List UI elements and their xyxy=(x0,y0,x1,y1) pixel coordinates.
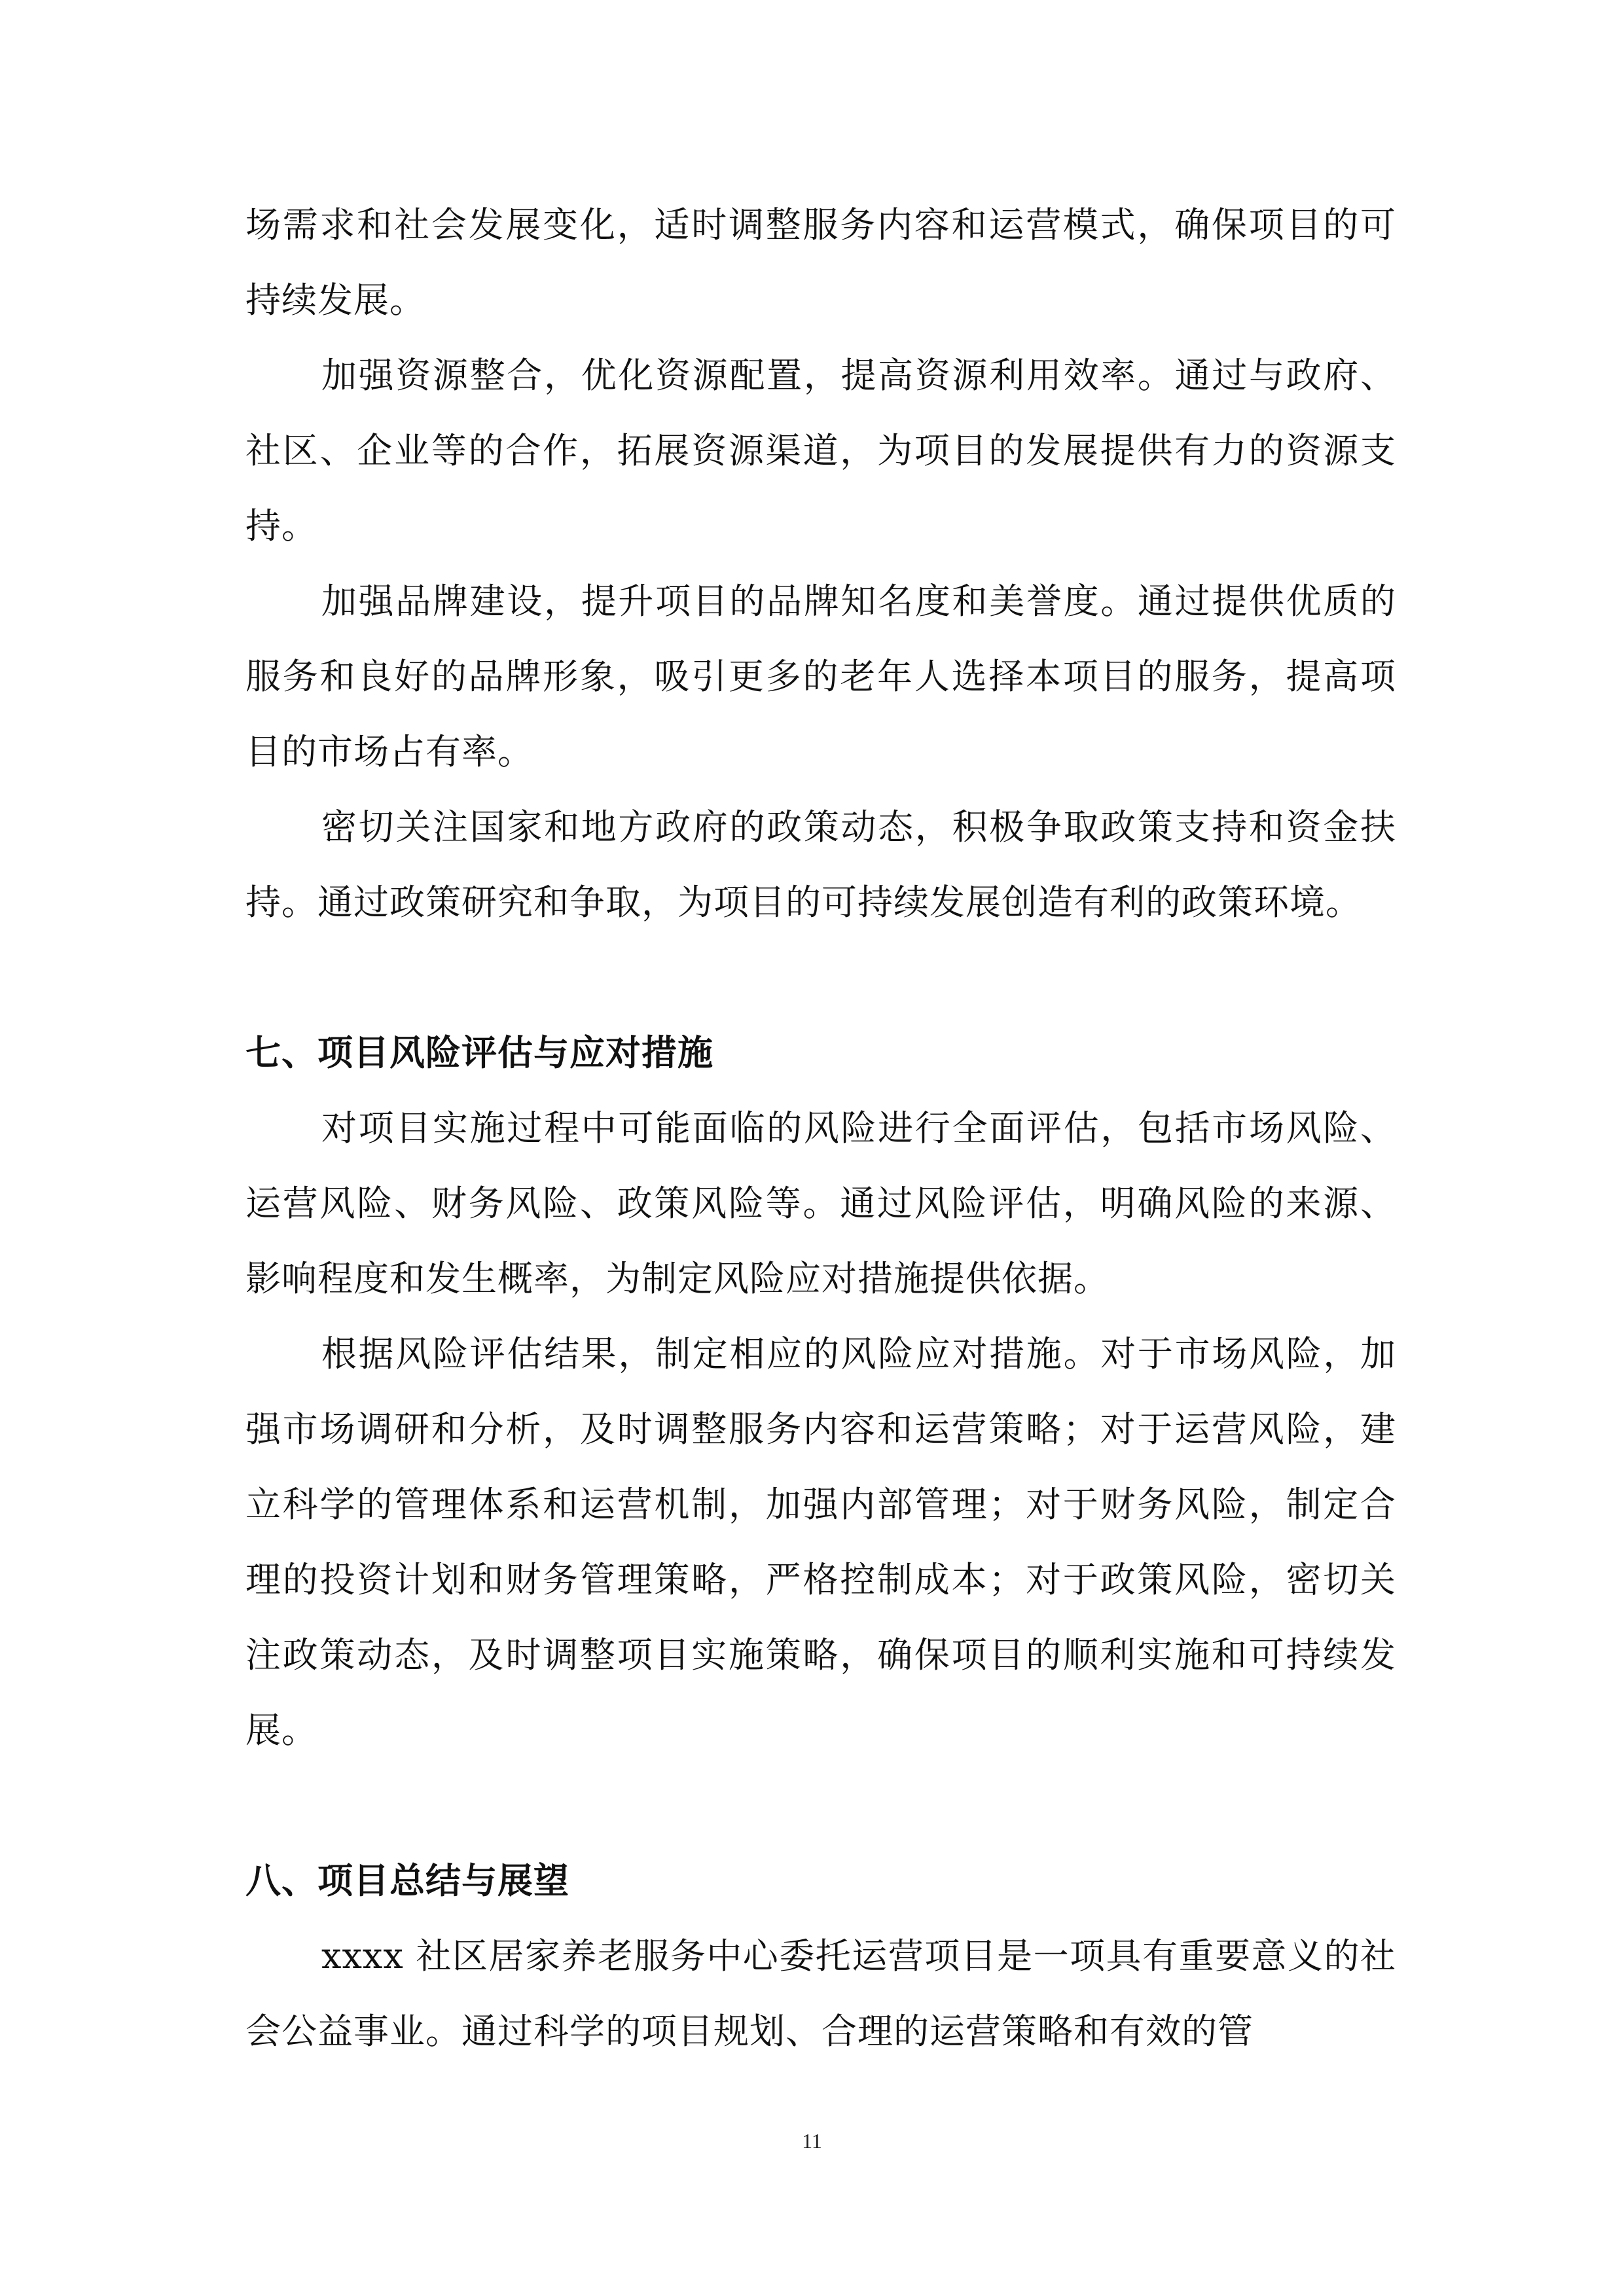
paragraph-resource-integration: 加强资源整合，优化资源配置，提高资源利用效率。通过与政府、社区、企业等的合作，拓展资源渠道，为项目的发展提供有力的资源支持。 xyxy=(245,355,1396,547)
section-spacer xyxy=(245,940,1396,1015)
section-heading-risk: 七、项目风险评估与应对措施 xyxy=(245,1031,713,1073)
paragraph-risk-assessment: 对项目实施过程中可能面临的风险进行全面评估，包括市场风险、运营风险、财务风险、政策风险等。通过风险评估，明确风险的来源、影响程度和发生概率，为制定风险应对措施提供依据。 xyxy=(245,1107,1396,1299)
section-spacer xyxy=(245,1768,1396,1843)
paragraph-policy-tracking: 密切关注国家和地方政府的政策动态，积极争取政策支持和资金扶持。通过政策研究和争取，为项目的可持续发展创造有利的政策环境。 xyxy=(245,806,1396,923)
document-body xyxy=(245,187,1396,2069)
section-heading-summary: 八、项目总结与展望 xyxy=(245,1859,569,1901)
paragraph-brand-building: 加强品牌建设，提升项目的品牌知名度和美誉度。通过提供优质的服务和良好的品牌形象，吸引更多的老年人选择本项目的服务，提高项目的市场占有率。 xyxy=(245,581,1396,772)
paragraph-continuation: 场需求和社会发展变化，适时调整服务内容和运营模式，确保项目的可持续发展。 xyxy=(245,204,1396,321)
page-number: 11 xyxy=(802,2129,822,2153)
paragraph-risk-measures: 根据风险评估结果，制定相应的风险应对措施。对于市场风险，加强市场调研和分析，及时调整服务内容和运营策略；对于运营风险，建立科学的管理体系和运营机制，加强内部管理；对于财务风险，制定合理的投资计划和财务管理策略，严格控制成本；对于政策风险，密切关注政策动态，及时调整项目实施策略，确保项目的顺利实施和可持续发展。 xyxy=(245,1333,1396,1751)
paragraph-summary: xxxx 社区居家养老服务中心委托运营项目是一项具有重要意义的社会公益事业。通过科学的项目规划、合理的运营策略和有效的管 xyxy=(245,1935,1396,2052)
